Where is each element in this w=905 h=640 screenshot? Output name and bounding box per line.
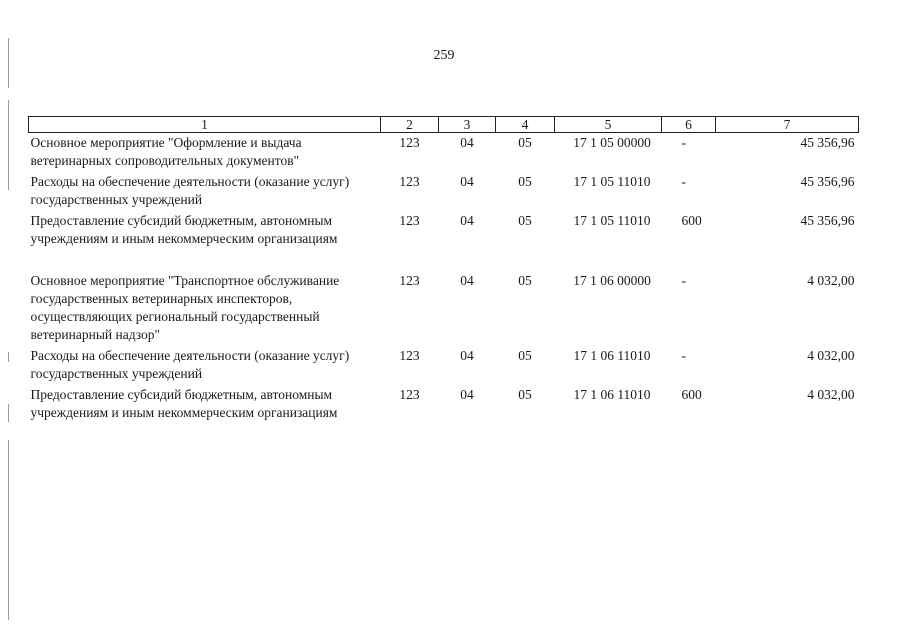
row-subsection: 05	[518, 135, 532, 150]
row-expense-type: -	[681, 273, 686, 288]
row-subsection: 05	[518, 348, 532, 363]
row-subsection: 05	[518, 387, 532, 402]
row-subsection: 05	[518, 213, 532, 228]
row-name: Предоставление субсидий бюджетным, автономным учреждениям и иным некоммерческим организациям	[30, 213, 338, 246]
column-header: 2	[381, 117, 439, 133]
row-target-article: 17 1 05 00000	[573, 135, 651, 150]
row-target-article: 17 1 06 11010	[573, 387, 651, 402]
row-name: Расходы на обеспечение деятельности (оказание услуг) государственных учреждений	[30, 348, 350, 381]
page-number: 259	[433, 48, 455, 63]
budget-table	[28, 116, 859, 424]
budget-table-container	[28, 116, 858, 424]
row-section: 04	[460, 273, 474, 288]
table-spacer-row	[29, 250, 859, 271]
scan-edge-mark	[8, 404, 9, 422]
column-header: 1	[29, 117, 381, 133]
row-ministry-code: 123	[399, 174, 420, 189]
row-subsection: 05	[518, 174, 532, 189]
row-expense-type: 600	[681, 213, 702, 228]
column-header: 7	[716, 117, 859, 133]
column-header: 4	[496, 117, 555, 133]
column-header: 6	[662, 117, 716, 133]
row-name: Основное мероприятие "Транспортное обслуживание государственных ветеринарных инспекторов, осуществляющих региональный государственный ветеринарный надзор"	[30, 273, 340, 342]
row-subsection: 05	[518, 273, 532, 288]
table-row	[29, 271, 859, 346]
table-header-row	[29, 117, 859, 133]
row-amount: 45 356,96	[800, 135, 855, 150]
row-ministry-code: 123	[399, 387, 420, 402]
row-expense-type: -	[681, 348, 686, 363]
row-name: Основное мероприятие "Оформление и выдача ветеринарных сопроводительных документов"	[30, 135, 302, 168]
row-amount: 4 032,00	[807, 273, 855, 288]
row-ministry-code: 123	[399, 273, 420, 288]
row-name: Предоставление субсидий бюджетным, автономным учреждениям и иным некоммерческим организациям	[30, 387, 338, 420]
row-amount: 45 356,96	[800, 174, 855, 189]
row-target-article: 17 1 06 11010	[573, 348, 651, 363]
spacer-cell	[29, 250, 859, 271]
row-target-article: 17 1 05 11010	[573, 213, 651, 228]
row-name: Расходы на обеспечение деятельности (оказание услуг) государственных учреждений	[30, 174, 350, 207]
table-row	[29, 211, 859, 250]
row-section: 04	[460, 387, 474, 402]
row-expense-type: -	[681, 135, 686, 150]
scan-edge-mark	[8, 352, 9, 362]
row-target-article: 17 1 06 00000	[573, 273, 651, 288]
row-section: 04	[460, 135, 474, 150]
row-section: 04	[460, 174, 474, 189]
row-amount: 45 356,96	[800, 213, 855, 228]
column-header: 5	[555, 117, 662, 133]
row-ministry-code: 123	[399, 213, 420, 228]
scan-edge-mark	[8, 100, 9, 190]
row-ministry-code: 123	[399, 135, 420, 150]
row-amount: 4 032,00	[807, 348, 855, 363]
row-section: 04	[460, 213, 474, 228]
table-row	[29, 385, 859, 424]
row-target-article: 17 1 05 11010	[573, 174, 651, 189]
row-expense-type: -	[681, 174, 686, 189]
scan-edge-mark	[8, 440, 9, 620]
row-amount: 4 032,00	[807, 387, 855, 402]
table-row	[29, 172, 859, 211]
row-expense-type: 600	[681, 387, 702, 402]
column-header: 3	[439, 117, 496, 133]
row-section: 04	[460, 348, 474, 363]
table-row	[29, 133, 859, 173]
row-ministry-code: 123	[399, 348, 420, 363]
table-row	[29, 346, 859, 385]
